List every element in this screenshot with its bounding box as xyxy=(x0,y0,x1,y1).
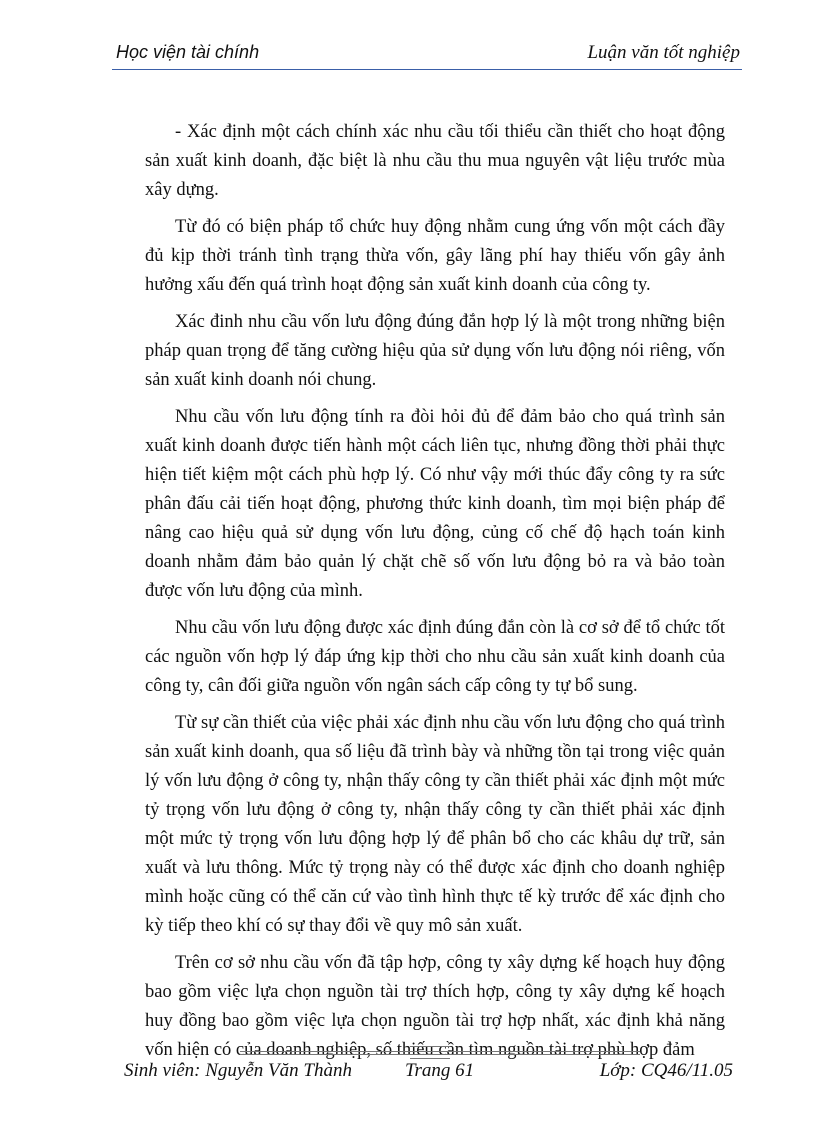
paragraph-4: Nhu cầu vốn lưu động tính ra đòi hỏi đủ để đảm bảo cho quá trình sản xuất kinh doanh được tiến hành một cách liên tục, nhưng đồng thời phải thực hiện tiết kiệm một cách phù hợp lý. Có như vậy mới thúc đẩy công ty ra sức phân đấu cải tiến hoạt động, phương thức kinh doanh, tìm mọi biện pháp để nâng cao hiệu quả sử dụng vốn lưu động, củng cố chế độ hạch toán kinh doanh nhằm đảm bảo quản lý chặt chẽ số vốn lưu động bỏ ra và bảo toàn được vốn lưu động của mình. xyxy=(145,407,725,601)
paragraph-7: Trên cơ sở nhu cầu vốn đã tập hợp, công ty xây dựng kế hoạch huy động bao gồm việc lựa chọn nguồn tài trợ thích hợp, công ty xây dựng kế hoạch huy đồng bao gồm việc lựa chọn nguồn tài trợ hợp nhất, xác định khả năng vốn hiện có của doanh nghiệp, số thiếu cần tìm nguồn tài trợ phù hợp đảm xyxy=(145,953,725,1060)
footer-divider xyxy=(240,1046,640,1060)
page-footer xyxy=(120,1060,735,1088)
page-header xyxy=(112,38,742,72)
paragraph-2: Từ đó có biện pháp tổ chức huy động nhằm cung ứng vốn một cách đầy đủ kịp thời tránh tình trạng thừa vốn, gây lãng phí hay thiếu vốn gây ảnh hưởng xấu đến quá trình hoạt động sản xuất kinh doanh của công ty. xyxy=(145,217,725,295)
paragraph-5: Nhu cầu vốn lưu động được xác định đúng đắn còn là cơ sở để tổ chức tốt các nguồn vốn hợp lý đáp ứng kịp thời cho nhu cầu sản xuất kinh doanh của công ty, cân đối giữa nguồn vốn ngân sách cấp công ty tự bổ sung. xyxy=(145,618,725,696)
paragraph-3: Xác đinh nhu cầu vốn lưu động đúng đắn hợp lý là một trong những biện pháp quan trọng để tăng cường hiệu qủa sử dụng vốn lưu động nói riêng, vốn sản xuất kinh doanh nói chung. xyxy=(145,312,725,390)
main-text xyxy=(145,118,725,1073)
class-code: Lớp: CQ46/11.05 xyxy=(599,1060,733,1081)
document-type: Luận văn tốt nghiệp xyxy=(587,42,740,63)
institution-name: Học viện tài chính xyxy=(116,42,260,62)
paragraph-6: Từ sự cần thiết của việc phải xác định nhu cầu vốn lưu động cho quá trình sản xuất kinh doanh, qua số liệu đã trình bày và những tồn tại trong việc quản lý vốn lưu động ở công ty, nhận thấy công ty cần thiết phải xác định một mức tỷ trọng vốn lưu động ở công ty, nhận thấy công ty cần thiết phải xác định một mức tỷ trọng vốn lưu động hợp lý để phân bổ cho các khâu dự trữ, sản xuất và lưu thông. Mức tỷ trọng này có thể được xác định cho doanh nghiệp mình hoặc cũng có thể căn cứ vào tình hình thực tế kỳ trước để xác định cho kỳ tiếp theo khí có sự thay đổi về quy mô sản xuất. xyxy=(145,713,725,936)
header-divider xyxy=(112,69,742,70)
paragraph-1: - Xác định một cách chính xác nhu cầu tối thiểu cần thiết cho hoạt động sản xuất kinh doanh, đặc biệt là nhu cầu thu mua nguyên vật liệu trước mùa xây dựng. xyxy=(145,122,725,200)
student-name: Sinh viên: Nguyễn Văn Thành xyxy=(124,1060,352,1081)
page-number: Trang 61 xyxy=(405,1060,475,1081)
